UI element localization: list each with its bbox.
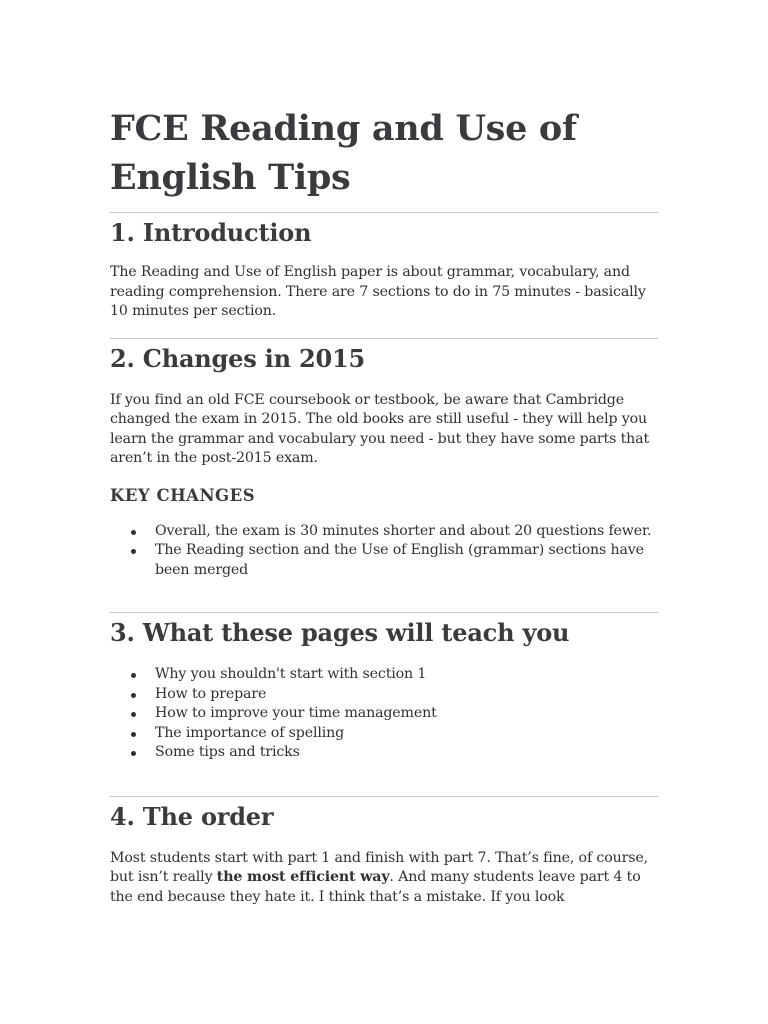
list-item-text: The Reading section and the Use of English (grammar) sections have been merged [155, 542, 644, 578]
key-changes-list [110, 522, 658, 581]
bullet-icon [131, 712, 136, 717]
list-item [110, 743, 658, 763]
list-item-text: Overall, the exam is 30 minutes shorter and about 20 questions fewer. [155, 522, 652, 539]
order-paragraph [110, 849, 658, 908]
section-heading-changes: 2. Changes in 2015 [110, 343, 365, 373]
introduction-paragraph: The Reading and Use of English paper is about grammar, vocabulary, and reading comprehension. There are 7 sections to do in 75 minutes - basically 10 minutes per section. [110, 264, 646, 319]
list-item-text: Why you shouldn't start with section 1 [155, 666, 427, 682]
order-paragraph-text: . And many students leave part 4 to the end because they hate it. I think that’s a mistake. If you look [110, 869, 641, 905]
list-item-text: How to prepare [155, 685, 267, 702]
section-heading-introduction: 1. Introduction [110, 218, 312, 247]
list-item [110, 541, 658, 580]
list-item [110, 665, 658, 685]
list-item [110, 685, 658, 705]
section-divider [110, 612, 658, 613]
list-item [110, 522, 658, 542]
section-divider [110, 338, 658, 339]
bullet-icon [131, 530, 136, 535]
bullet-icon [131, 693, 136, 698]
list-item [110, 724, 658, 744]
section-divider [110, 796, 658, 797]
bullet-icon [131, 732, 136, 737]
order-paragraph-text: Most students start with part 1 and finish with part 7. That’s fine, of course, but isn’t really [110, 849, 648, 885]
list-item-text: How to improve your time management [155, 705, 437, 721]
section-divider [110, 212, 658, 213]
list-item-text: Some tips and tricks [155, 744, 300, 760]
section-heading-what-pages-teach: 3. What these pages will teach you [110, 618, 570, 647]
document-content [110, 104, 658, 907]
page-title: FCE Reading and Use of English Tips [110, 108, 577, 198]
bullet-icon [131, 673, 136, 678]
key-changes-heading: KEY CHANGES [110, 485, 256, 505]
order-paragraph-emphasis: the most efficient way [216, 869, 390, 885]
teach-list [110, 665, 658, 763]
bullet-icon [131, 549, 136, 554]
bullet-icon [131, 751, 136, 756]
section-heading-order: 4. The order [110, 801, 274, 831]
list-item [110, 704, 658, 724]
list-item-text: The importance of spelling [155, 724, 345, 741]
changes-paragraph: If you find an old FCE coursebook or testbook, be aware that Cambridge changed the exam in 2015. The old books are still useful - they will help you learn the grammar and vocabulary you need - but they have some parts that aren’t in the post-2015 exam. [110, 391, 649, 466]
